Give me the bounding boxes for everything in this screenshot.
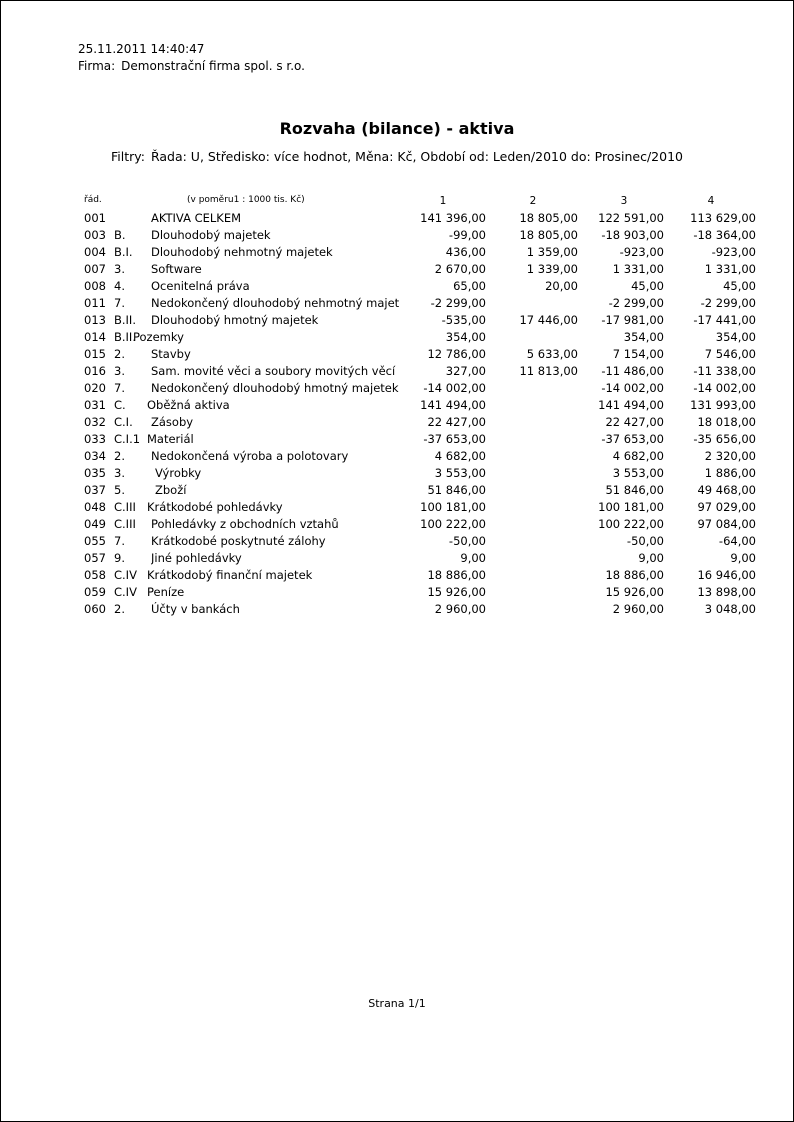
- value-col-4: 131 993,00: [690, 398, 756, 412]
- row-code: 7.: [114, 534, 125, 548]
- row-name: Nedokončená výroba a polotovary: [151, 449, 349, 463]
- value-col-1: 2 670,00: [434, 262, 486, 276]
- value-col-4: 45,00: [723, 279, 756, 293]
- row-name: Sam. movité věci a soubory movitých věcí: [151, 364, 396, 378]
- value-col-1: 3 553,00: [434, 466, 486, 480]
- value-col-2: 18 805,00: [519, 211, 578, 225]
- row-number: 033: [84, 432, 106, 446]
- table-row: [0, 500, 794, 517]
- row-number: 003: [84, 228, 106, 242]
- value-col-1: 15 926,00: [427, 585, 486, 599]
- page-number: Strana 1/1: [368, 997, 426, 1010]
- row-number: 011: [84, 296, 106, 310]
- row-number: 034: [84, 449, 106, 463]
- value-col-1: 141 494,00: [420, 398, 486, 412]
- value-col-4: -11 338,00: [693, 364, 756, 378]
- firm-name: Demonstrační firma spol. s r.o.: [121, 59, 305, 73]
- value-col-1: -99,00: [448, 228, 486, 242]
- value-col-3: 18 886,00: [605, 568, 664, 582]
- table-row: [0, 432, 794, 449]
- value-col-2: 18 805,00: [519, 228, 578, 242]
- col-header-3: 3: [620, 195, 628, 207]
- row-name: Dlouhodobý nehmotný majetek: [151, 245, 333, 259]
- firm-label: Firma:: [78, 59, 116, 73]
- value-col-3: -18 903,00: [601, 228, 664, 242]
- value-col-1: 100 222,00: [420, 517, 486, 531]
- table-row: [0, 211, 794, 228]
- value-col-1: 327,00: [445, 364, 486, 378]
- value-col-2: 1 339,00: [526, 262, 578, 276]
- value-col-4: -923,00: [711, 245, 756, 259]
- value-col-4: 1 886,00: [704, 466, 756, 480]
- row-number: 014: [84, 330, 106, 344]
- row-number: 037: [84, 483, 106, 497]
- row-name: Jiné pohledávky: [151, 551, 242, 565]
- filters-text: Řada: U, Středisko: více hodnot, Měna: Kč, Období od: Leden/2010 do: Prosinec/2010: [150, 149, 683, 164]
- row-name: Krátkodobý finanční majetek: [147, 568, 313, 582]
- value-col-1: 100 181,00: [420, 500, 486, 514]
- row-code: C.IV: [114, 585, 137, 599]
- value-col-3: 100 181,00: [598, 500, 664, 514]
- table-row: [0, 296, 794, 313]
- value-col-4: 49 468,00: [697, 483, 756, 497]
- row-code: 5.: [114, 483, 125, 497]
- row-code: 2.: [114, 347, 125, 361]
- value-col-1: -37 653,00: [423, 432, 486, 446]
- row-number: 055: [84, 534, 106, 548]
- row-number: 013: [84, 313, 106, 327]
- table-row: [0, 279, 794, 296]
- value-col-4: 2 320,00: [704, 449, 756, 463]
- row-code: B.II.: [114, 330, 136, 344]
- value-col-1: 12 786,00: [427, 347, 486, 361]
- row-name: Nedokončený dlouhodobý hmotný majetek: [151, 381, 399, 395]
- row-name: Stavby: [151, 347, 191, 361]
- value-col-3: -2 299,00: [608, 296, 664, 310]
- value-col-1: 22 427,00: [427, 415, 486, 429]
- row-name: Dlouhodobý hmotný majetek: [151, 313, 319, 327]
- row-code: 3.: [114, 364, 125, 378]
- row-name: Krátkodobé pohledávky: [147, 500, 283, 514]
- value-col-4: 3 048,00: [704, 602, 756, 616]
- table-row: [0, 313, 794, 330]
- row-number: 059: [84, 585, 106, 599]
- value-col-3: 1 331,00: [612, 262, 664, 276]
- value-col-3: 3 553,00: [612, 466, 664, 480]
- row-number: 058: [84, 568, 106, 582]
- row-name: Nedokončený dlouhodobý nehmotný majet: [151, 296, 399, 310]
- row-name: Zásoby: [151, 415, 194, 429]
- value-col-1: 9,00: [460, 551, 486, 565]
- row-number: 057: [84, 551, 106, 565]
- value-col-3: 354,00: [623, 330, 664, 344]
- table-row: [0, 449, 794, 466]
- table-row: [0, 585, 794, 602]
- row-code: 3.: [114, 466, 125, 480]
- row-code: B.: [114, 228, 126, 242]
- print-datetime: 25.11.2011 14:40:47: [78, 42, 205, 56]
- row-code: C.III: [114, 517, 136, 531]
- table-row: [0, 398, 794, 415]
- report-title: Rozvaha (bilance) - aktiva: [279, 119, 515, 138]
- table-row: [0, 602, 794, 619]
- value-col-1: -2 299,00: [430, 296, 486, 310]
- value-col-1: 354,00: [445, 330, 486, 344]
- row-name: Materiál: [147, 432, 194, 446]
- table-row: [0, 466, 794, 483]
- value-col-4: -17 441,00: [693, 313, 756, 327]
- value-col-3: 45,00: [631, 279, 664, 293]
- row-name: Zboží: [155, 483, 187, 497]
- filters-line: [0, 149, 794, 164]
- value-col-1: 2 960,00: [434, 602, 486, 616]
- row-number: 016: [84, 364, 106, 378]
- value-col-3: -37 653,00: [601, 432, 664, 446]
- row-code: 7.: [114, 296, 125, 310]
- value-col-3: 4 682,00: [612, 449, 664, 463]
- value-col-3: 100 222,00: [598, 517, 664, 531]
- col-header-rad: řád.: [84, 195, 102, 205]
- value-col-3: 141 494,00: [598, 398, 664, 412]
- value-col-2: 5 633,00: [526, 347, 578, 361]
- value-col-4: 1 331,00: [704, 262, 756, 276]
- table-row: [0, 262, 794, 279]
- table-row: [0, 568, 794, 585]
- value-col-3: 2 960,00: [612, 602, 664, 616]
- value-col-1: 65,00: [453, 279, 486, 293]
- table-row: [0, 347, 794, 364]
- filters-label: Filtry:: [110, 149, 145, 164]
- row-code: 3.: [114, 262, 125, 276]
- value-col-4: 354,00: [715, 330, 756, 344]
- value-col-4: -14 002,00: [693, 381, 756, 395]
- table-row: [0, 517, 794, 534]
- value-col-4: 9,00: [730, 551, 756, 565]
- row-number: 048: [84, 500, 106, 514]
- value-col-1: 4 682,00: [434, 449, 486, 463]
- table-row: [0, 330, 794, 347]
- row-name: Software: [151, 262, 202, 276]
- row-name: AKTIVA CELKEM: [151, 211, 242, 225]
- row-code: 9.: [114, 551, 125, 565]
- value-col-4: 18 018,00: [697, 415, 756, 429]
- value-col-2: 20,00: [545, 279, 578, 293]
- row-number: 032: [84, 415, 106, 429]
- value-col-3: -11 486,00: [601, 364, 664, 378]
- row-code: C.III: [114, 500, 136, 514]
- value-col-2: 11 813,00: [519, 364, 578, 378]
- value-col-4: 97 084,00: [697, 517, 756, 531]
- value-col-3: 122 591,00: [598, 211, 664, 225]
- row-code: C.I.: [114, 415, 133, 429]
- value-col-3: 9,00: [638, 551, 664, 565]
- value-col-3: 22 427,00: [605, 415, 664, 429]
- value-col-3: -17 981,00: [601, 313, 664, 327]
- value-col-3: -50,00: [626, 534, 664, 548]
- row-number: 060: [84, 602, 106, 616]
- row-number: 049: [84, 517, 106, 531]
- row-number: 035: [84, 466, 106, 480]
- row-name: Peníze: [147, 585, 185, 599]
- table-row: [0, 415, 794, 432]
- row-code: C.IV: [114, 568, 137, 582]
- col-header-ratio: (v poměru1 : 1000 tis. Kč): [187, 195, 305, 205]
- row-name: Účty v bankách: [151, 602, 240, 616]
- value-col-1: -50,00: [448, 534, 486, 548]
- row-number: 008: [84, 279, 106, 293]
- row-code: 2.: [114, 449, 125, 463]
- row-name: Oběžná aktiva: [147, 398, 230, 412]
- row-name: Pohledávky z obchodních vztahů: [151, 517, 339, 531]
- row-code: C.I.1: [114, 432, 141, 446]
- value-col-1: 436,00: [445, 245, 486, 259]
- value-col-1: 18 886,00: [427, 568, 486, 582]
- row-name: Krátkodobé poskytnuté zálohy: [151, 534, 326, 548]
- table-row: [0, 228, 794, 245]
- col-header-2: 2: [529, 195, 537, 207]
- row-code: C.: [114, 398, 126, 412]
- value-col-4: -64,00: [718, 534, 756, 548]
- row-number: 015: [84, 347, 106, 361]
- value-col-4: 7 546,00: [704, 347, 756, 361]
- value-col-2: 1 359,00: [526, 245, 578, 259]
- value-col-3: 7 154,00: [612, 347, 664, 361]
- row-number: 020: [84, 381, 106, 395]
- value-col-1: -535,00: [441, 313, 486, 327]
- row-name: Výrobky: [155, 466, 202, 480]
- table-row: [0, 245, 794, 262]
- row-code: B.II.: [114, 313, 136, 327]
- value-col-4: -35 656,00: [693, 432, 756, 446]
- value-col-4: -2 299,00: [700, 296, 756, 310]
- col-header-4: 4: [707, 195, 715, 207]
- row-code: 7.: [114, 381, 125, 395]
- value-col-2: 17 446,00: [519, 313, 578, 327]
- row-number: 007: [84, 262, 106, 276]
- value-col-3: 51 846,00: [605, 483, 664, 497]
- row-name: Dlouhodobý majetek: [151, 228, 271, 242]
- table-row: [0, 551, 794, 568]
- table-row: [0, 364, 794, 381]
- row-name: Ocenitelná práva: [151, 279, 250, 293]
- value-col-4: -18 364,00: [693, 228, 756, 242]
- col-header-1: 1: [439, 195, 447, 207]
- row-number: 001: [84, 211, 106, 225]
- table-row: [0, 534, 794, 551]
- value-col-4: 113 629,00: [690, 211, 756, 225]
- row-code: 4.: [114, 279, 125, 293]
- value-col-3: -14 002,00: [601, 381, 664, 395]
- row-code: 2.: [114, 602, 125, 616]
- value-col-3: -923,00: [619, 245, 664, 259]
- table-row: [0, 381, 794, 398]
- value-col-4: 13 898,00: [697, 585, 756, 599]
- row-number: 031: [84, 398, 106, 412]
- row-name: Pozemky: [133, 330, 184, 344]
- value-col-1: -14 002,00: [423, 381, 486, 395]
- row-number: 004: [84, 245, 106, 259]
- firm-line: [78, 59, 305, 73]
- table-row: [0, 483, 794, 500]
- value-col-3: 15 926,00: [605, 585, 664, 599]
- value-col-1: 51 846,00: [427, 483, 486, 497]
- value-col-1: 141 396,00: [420, 211, 486, 225]
- row-code: B.I.: [114, 245, 133, 259]
- value-col-4: 97 029,00: [697, 500, 756, 514]
- value-col-4: 16 946,00: [697, 568, 756, 582]
